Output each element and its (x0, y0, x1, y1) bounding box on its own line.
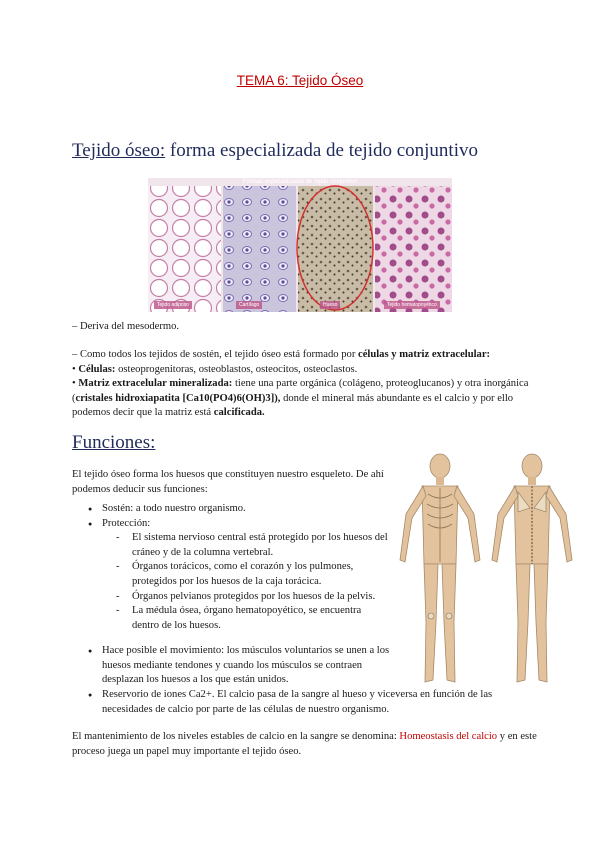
functions-list (72, 502, 390, 633)
line-matriz (72, 377, 542, 421)
text: tiene una parte orgánica (colágeno, proteoglucanos) y otra inorgánica ( (72, 378, 529, 404)
document-title: TEMA 6: Tejido Óseo (236, 73, 364, 88)
connective-tissue-figure (148, 178, 452, 312)
highlight-homeostasis: Homeostasis del calcio (399, 731, 498, 742)
front-figure (400, 454, 480, 682)
adipose-panel (148, 186, 221, 312)
text: osteoprogenitoras, osteoblastos, osteocitos, osteoclastos. (115, 363, 358, 375)
paragraph-mesodermo: – Deriva del mesodermo. (72, 321, 180, 332)
paragraph-homeostasis (72, 730, 542, 759)
bullet: • (72, 363, 79, 375)
cartilage-panel (223, 186, 296, 312)
label-cartilago: Cartílago (236, 301, 262, 309)
label-hueso: Hueso (320, 301, 340, 309)
sub-item-snc: - El sistema nervioso central está protegido por los huesos del cráneo y de la columna vertebral. (72, 531, 390, 560)
bold-text: células y matriz extracelular: (358, 349, 491, 360)
list-item-sosten: ● Sostén: a todo nuestro organismo. (72, 502, 390, 517)
list-item-movimiento: ● Hace posible el movimiento: los músculos voluntarios se unen a los huesos mediante tendones y cuando los músculos se contraen desplazan los huesos a los que están unidos. (72, 644, 390, 688)
skeleton-illustration (392, 452, 584, 690)
figure-title: Formas especializadas de tejido conjuntivo (242, 179, 358, 185)
bold-text: calcificada. (213, 407, 265, 419)
hematopoietic-panel (375, 186, 452, 312)
human-anatomy-front-back (392, 452, 584, 690)
text: – Como todos los tejidos de sostén, el tejido óseo está formado por (72, 349, 358, 360)
section-heading-tejido-oseo (72, 140, 478, 162)
list-item-proteccion: ● Protección: (72, 517, 390, 532)
sub-item-medula: - La médula ósea, órgano hematopoyético, se encuentra dentro de los huesos. (72, 604, 390, 633)
bold-text: cristales hidroxiapatita [Ca10(PO4)6(OH)3]), (75, 392, 281, 404)
heading-rest: forma especializada de tejido conjuntivo (165, 140, 478, 161)
paragraph-composicion (72, 348, 542, 421)
list-item-movimiento-wrap (72, 644, 390, 688)
bullet: • (72, 378, 79, 390)
bold-text: Células: (78, 363, 116, 375)
label-hematopoyetico: Tejido hematopoyético (384, 301, 440, 309)
text: y en este proceso juega un papel muy importante el tejido óseo. (72, 731, 537, 757)
section-heading-funciones: Funciones: (72, 432, 156, 453)
text: donde el mineral más abundante es el calcio y por ello podemos decir que la matriz está (72, 392, 514, 419)
line-composicion (72, 348, 542, 363)
heading-term: Tejido óseo: (72, 140, 166, 161)
tissue-micrographs (148, 178, 452, 312)
sub-item-toracicos: - Órganos torácicos, como el corazón y los pulmones, protegidos por los huesos de la caja torácica. (72, 560, 390, 589)
back-figure (492, 454, 572, 682)
label-adiposo: Tejido adiposo (154, 301, 192, 309)
line-celulas (72, 363, 542, 378)
bold-text: Matriz extracelular mineralizada: (78, 378, 233, 390)
paragraph-intro: El tejido óseo forma los huesos que constituyen nuestro esqueleto. De ahí podemos deducir sus funciones: (72, 469, 384, 495)
list-item-reservorio: ● Reservorio de iones Ca2+. El calcio pasa de la sangre al hueso y viceversa en función de las necesidades de calcio por parte de las células de nuestro organismo. (72, 688, 542, 717)
text: El mantenimiento de los niveles estables de calcio en la sangre se denomina: (72, 731, 400, 742)
sub-item-pelvianos: - Órganos pelvianos protegidos por los huesos de la pelvis. (72, 590, 390, 605)
list-item-reservorio-wrap (72, 688, 542, 717)
